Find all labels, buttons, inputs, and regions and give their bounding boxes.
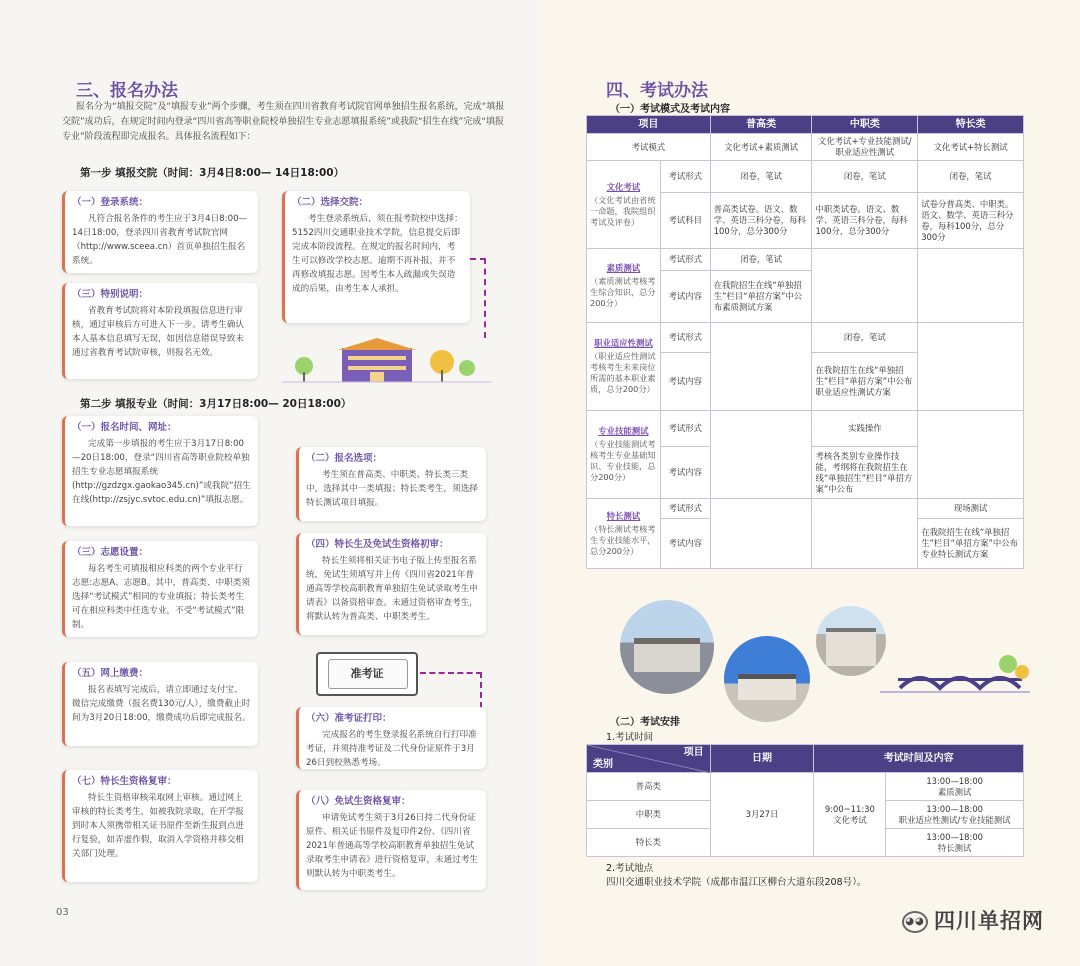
category-quality (587, 249, 661, 323)
card-body: 特长生资格审核采取网上审核。通过网上审核的特长类考生，如被我院录取，在开学报到时本人须携带相关证书原件至新生报到点进行复验，如弄虚作假，取消入学资格并移交相关部门处理。 (72, 793, 244, 859)
table-header: 考试时间及内容 (814, 745, 1024, 773)
category-desc: （特长测试考核考生专业技能水平，总分200分） (590, 523, 656, 556)
table-cell: 在我院招生在线“单独招生”栏目“单招方案”中公布职业适应性测试方案 (812, 353, 918, 411)
card-title: （一）报名时间、网址： (72, 422, 177, 433)
category-desc: （职业适应性测试考核考生未来岗位所需的基本职业素质，总分200分） (590, 351, 656, 394)
table-cell: 闭卷，笔试 (812, 161, 918, 193)
empty-cell (710, 499, 812, 569)
table-cell: 特长类 (587, 829, 711, 857)
card-body: 考生登录系统后，须在报考院校中选择：5152四川交通职业技术学院，信息提交后即完成本阶段流程。在规定的报名时间内，考生可以修改学校志愿。逾期不再补报，并不再修改填报志愿。因考生本人疏漏或失误造成的后果，由考生本人承担。 (292, 214, 463, 294)
category-name: 职业适应性测试 (594, 338, 653, 348)
dashed-connector (420, 672, 482, 708)
corner-label-category: 类别 (593, 759, 613, 770)
table-cell: 闭卷，笔试 (918, 161, 1024, 193)
category-name: 文化考试 (606, 181, 641, 192)
category-talent (587, 499, 661, 569)
bridge-illustration (880, 648, 1030, 700)
right-page (540, 0, 1080, 966)
card-title: （五）网上缴费： (72, 668, 149, 679)
card-special-notice (62, 283, 258, 379)
card-body: 报名表填写完成后，请立即通过支付宝、微信完成缴费（报名费130元/人），缴费截止时间为3月20日18:00，缴费成功后即完成报名。 (72, 685, 251, 723)
category-name: 特长测试 (606, 510, 641, 521)
table-header: 项目 (587, 116, 711, 134)
card-title: （三）志愿设置： (72, 547, 149, 558)
card-title: （三）特别说明： (72, 289, 149, 300)
table-cell: 13:00—18:00 职业适应性测试/专业技能测试 (886, 801, 1024, 829)
table-cell: 普高类 (587, 773, 711, 801)
table-cell: 文化考试+素质测试 (710, 134, 812, 161)
card-login-system (62, 191, 258, 273)
exam-schedule-table (586, 744, 1024, 857)
table-header: 中职类 (812, 116, 918, 134)
card-qualification-review (296, 533, 486, 635)
table-cell: 考试内容 (660, 447, 710, 499)
table-cell: 闭卷，笔试 (812, 323, 918, 353)
table-header: 特长类 (918, 116, 1024, 134)
empty-cell (812, 249, 918, 323)
table-cell: 闭卷，笔试 (710, 161, 812, 193)
table-cell: 考试内容 (660, 271, 710, 323)
table-cell: 闭卷，笔试 (710, 249, 812, 271)
table-cell: 考试内容 (660, 353, 710, 411)
corner-label-item: 项目 (683, 747, 704, 758)
card-body: 省教育考试院将对本阶段填报信息进行审核，通过审核后方可进入下一步。请考生确认本人基本信息填写无误，如因信息错误导致未通过省教育考试院审核，则报名无效。 (72, 306, 244, 358)
card-body: 凡符合报名条件的考生应于3月4日8:00—14日18:00，登录四川省教育考试院官网（http://www.sceea.cn）首页单独招生报名系统。 (72, 214, 248, 266)
card-registration-options (296, 447, 486, 521)
table-cell: 3月27日 (710, 773, 814, 857)
table-cell: 考核各类别专业操作技能，考纲将在我院招生在线“单独招生”栏目“单招方案”中公布 (812, 447, 918, 499)
table-cell: 考试内容 (660, 519, 710, 569)
card-body: 完成报名的考生登录报名系统自行打印准考证，并须持准考证及二代身份证原件于3月26日到校熟悉考场。 (306, 730, 477, 768)
card-body: 特长生须将相关证书电子版上传至报名系统，免试生须填写并上传《四川省2021年普通高等学校高职教育单独招生免试录取考生申请表》以备资格审查。未通过资格审查考生，将默认转为普高类、中职类考生。 (306, 556, 478, 622)
exam-time-title: 1.考试时间 (606, 732, 654, 743)
card-body: 每名考生可填报相应科类的两个专业平行志愿:志愿A、志愿B。其中，普高类、中职类须选择“考试模式”相同的专业填报；特长类考生可在相应科类中任选专业，不受“考试模式”限制。 (72, 564, 250, 630)
table-cell: 考试形式 (660, 499, 710, 519)
card-title: （四）特长生及免试生资格初审： (306, 539, 449, 550)
empty-cell (710, 323, 812, 411)
empty-cell (812, 499, 918, 569)
category-desc: （专业技能测试考核考生专业基础知识、专业技能，总分200分） (590, 439, 656, 482)
admission-ticket-label: 准考证 (350, 667, 384, 680)
exam-place: 四川交通职业技术学院（成都市温江区柳台大道东段208号）。 (606, 877, 867, 888)
campus-photo (724, 636, 810, 722)
step-two-heading: 第二步 填报专业（时间：3月17日8:00— 20日18:00） (80, 398, 352, 410)
section-title-registration: 三、报名办法 (76, 81, 178, 101)
card-body: 完成第一步填报的考生应于3月17日8:00—20日18:00，登录“四川省高等职业院校单独招生专业志愿填报系统(http://gzdzgx.gaokao345.cn)”或我院“招生在线(http://zsjyc.svtoc.edu.cn)”填报志愿。 (72, 439, 251, 505)
table-cell: 中职类试卷。语文、数学、英语三科分卷，每科100分，总分300分 (812, 193, 918, 249)
table-cell: 现场测试 (918, 499, 1024, 519)
card-title: （一）登录系统： (72, 197, 149, 208)
table-cell: 9:00~11:30 文化考试 (814, 773, 886, 857)
registration-intro: 报名分为“填报交院”及“填报专业”两个步骤，考生须在四川省教育考试院官网单独招生报名系统，完成“填报交院”成功后，在规定时间内登录“四川省高等职业院校单独招生专业志愿填报系统”或我院“招生在线”完成“填报专业”阶段流程即完成报名。具体报名流程如下： (62, 102, 505, 142)
table-cell: 中职类 (587, 801, 711, 829)
table-cell: 实践操作 (812, 411, 918, 447)
campus-photo (816, 606, 886, 676)
table-cell: 试卷分普高类、中职类。语文、数学、英语三科分卷，每科100分，总分300分 (918, 193, 1024, 249)
admission-ticket-icon (316, 652, 418, 696)
category-name: 素质测试 (606, 262, 641, 273)
card-registration-time (62, 416, 258, 526)
subsection-exam-mode: （一）考试模式及考试内容 (610, 104, 730, 115)
table-cell: 在我院招生在线“单独招生”栏目“单招方案”中公布专业特长测试方案 (918, 519, 1024, 569)
page-number: 03 (56, 907, 69, 918)
empty-cell (918, 411, 1024, 499)
table-cell: 文化考试+特长测试 (918, 134, 1024, 161)
card-body: 考生须在普高类、中职类、特长类三类中，选择其中一类填报；特长类考生，须选择特长测试项目填报。 (306, 470, 478, 508)
card-online-payment (62, 662, 258, 746)
table-cell: 考试形式 (660, 323, 710, 353)
category-desc: （文化考试由省统一命题，我院组织考试及评卷） (590, 194, 656, 227)
table-header: 普高类 (710, 116, 812, 134)
table-cell: 考试科目 (660, 193, 710, 249)
dashed-connector (470, 258, 486, 338)
card-title: （七）特长生资格复审： (72, 776, 177, 787)
watermark-text: 四川单招网 (934, 909, 1044, 933)
card-body: 申请免试考生须于3月26日持二代身份证原件、相关证书原件及复印件2份、《四川省2021年普通高等学校高职教育单独招生免试录取考生申请表》进行资格复审，未通过考生则默认转为中职类考生。 (306, 813, 478, 879)
card-admission-ticket-print (296, 707, 486, 769)
table-cell: 考试形式 (660, 161, 710, 193)
exam-place-title: 2.考试地点 (606, 863, 654, 874)
campus-illustration (282, 336, 492, 386)
watermark (902, 905, 1044, 935)
card-title: （二）选择交院： (292, 197, 369, 208)
category-culture (587, 161, 661, 249)
card-title: （二）报名选项： (306, 453, 383, 464)
table-cell: 13:00—18:00 特长测试 (886, 829, 1024, 857)
table-cell: 普高类试卷。语文、数学、英语三科分卷，每科100分，总分300分 (710, 193, 812, 249)
category-name: 专业技能测试 (598, 426, 649, 436)
card-exemption-review (296, 790, 486, 890)
step-one-heading: 第一步 填报交院（时间：3月4日8:00— 14日18:00） (80, 167, 345, 179)
table-cell: 考试形式 (660, 411, 710, 447)
category-desc: （素质测试考核考生综合知识，总分200分） (590, 275, 656, 308)
subsection-exam-schedule: （二）考试安排 (610, 717, 680, 728)
card-volunteer-setting (62, 541, 258, 637)
section-title-exam: 四、考试办法 (606, 81, 708, 101)
table-cell: 在我院招生在线“单独招生”栏目“单招方案”中公布素质测试方案 (710, 271, 812, 323)
table-cell: 考试形式 (660, 249, 710, 271)
wechat-icon: ◕◕ (902, 911, 928, 933)
card-talent-review (62, 770, 258, 882)
card-title: （六）准考证打印： (306, 713, 392, 724)
category-skill (587, 411, 661, 499)
table-cell: 文化考试+专业技能测试/职业适应性测试 (812, 134, 918, 161)
campus-photo (620, 600, 714, 694)
table-cell: 考试模式 (587, 134, 711, 161)
empty-cell (918, 323, 1024, 411)
card-select-college (282, 191, 470, 323)
category-career (587, 323, 661, 411)
table-header: 日期 (710, 745, 814, 773)
empty-cell (710, 411, 812, 499)
empty-cell (918, 249, 1024, 323)
corner-header (587, 745, 711, 773)
card-title: （八）免试生资格复审： (306, 796, 411, 807)
exam-mode-table (586, 115, 1024, 569)
table-cell: 13:00—18:00 素质测试 (886, 773, 1024, 801)
